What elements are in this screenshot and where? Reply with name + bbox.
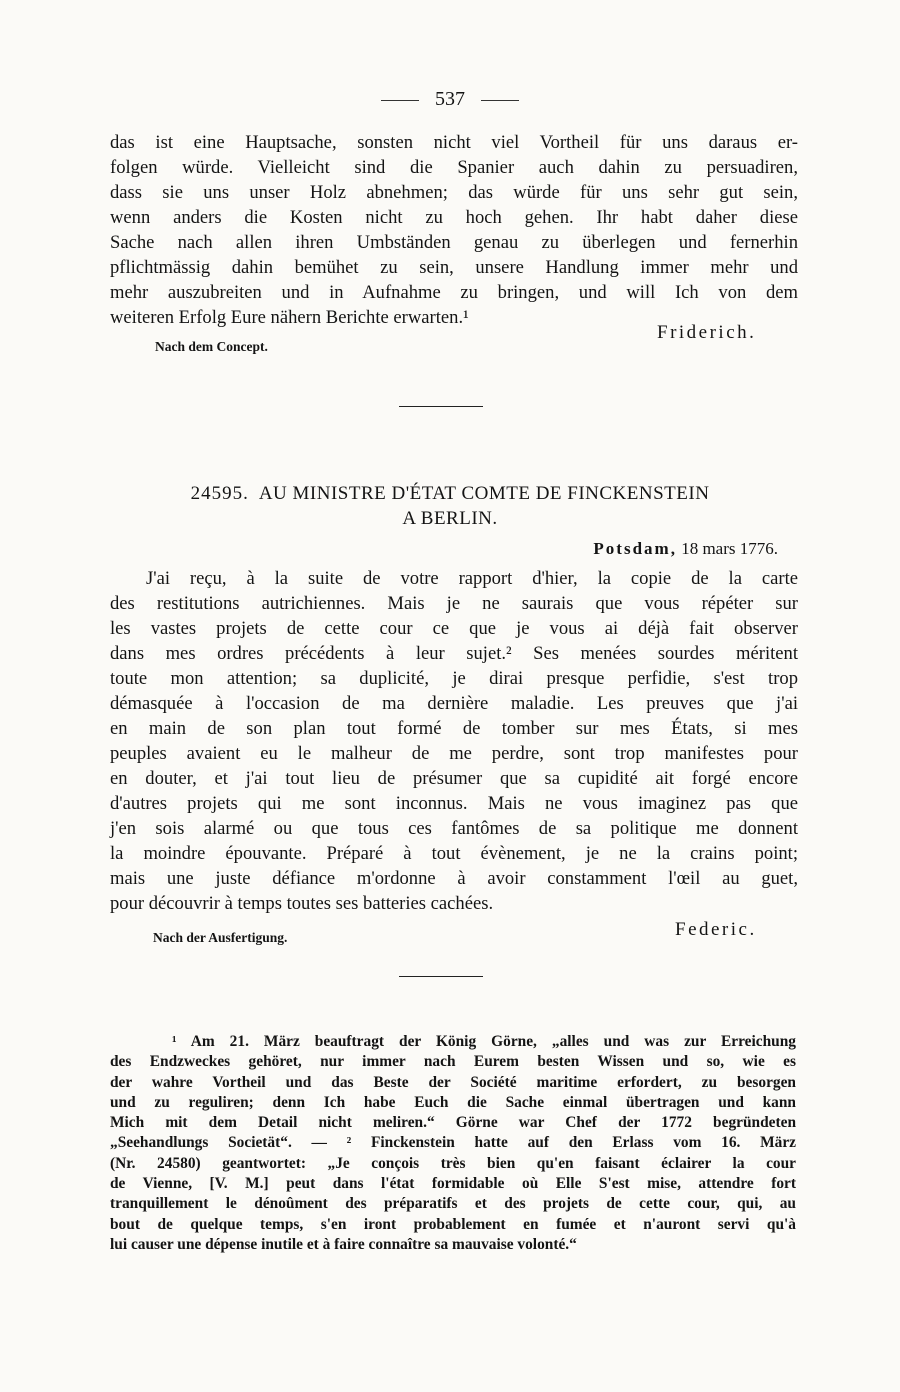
letter-1-line: das ist eine Hauptsache, sonsten nicht viel Vortheil für uns daraus er- (110, 132, 798, 153)
letter-1-line: Sache nach allen ihren Umbständen genau zu überlegen und fernerhin (110, 232, 798, 253)
footnotes (110, 1032, 796, 1255)
letter-1-line: weiteren Erfolg Eure nähern Berichte erwarten.¹ (110, 307, 469, 328)
letter-2-line: mais une juste défiance m'ordonne à avoir constamment l'œil au guet, (110, 868, 798, 889)
letter-2-source-note: Nach der Ausfertigung. (153, 930, 288, 945)
letter-2-date: 18 mars 1776. (681, 539, 778, 558)
section-divider (399, 976, 483, 977)
letter-1-line: folgen würde. Vielleicht sind die Spanier auch dahin zu persuadiren, (110, 157, 798, 178)
letter-1-source-note: Nach dem Concept. (155, 339, 268, 354)
footnote-line: des Endzweckes gehöret, nur immer nach Eurem besten Wissen und so, wie es (110, 1053, 796, 1071)
page-number: 537 (435, 88, 465, 110)
letter-2-line: peuples avaient eu le malheur de me perdre, sont trop manifestes pour (110, 743, 798, 764)
letter-1-body (110, 130, 798, 330)
letter-2-line: en douter, et j'ai tout lieu de présumer que sa cupidité ait forgé encore (110, 768, 798, 789)
page-number-header (0, 88, 900, 111)
letter-2-title-line-1: AU MINISTRE D'ÉTAT COMTE DE FINCKENSTEIN (258, 483, 710, 504)
footnote-line: ¹ Am 21. März beauftragt der König Görne, „alles und was zur Erreichung (172, 1033, 796, 1050)
footnote-line: (Nr. 24580) geantwortet: „Je conçois très bien qu'en faisant éclairer la cour (110, 1154, 796, 1172)
letter-2-line: d'autres projets qui me sont inconnus. Mais ne vous imaginez pas que (110, 793, 798, 814)
letter-1-line: pflichtmässig dahin bemühet zu sein, unsere Handlung immer mehr und (110, 257, 798, 278)
footnote-line: „Seehandlungs Societät“. — ² Finckenstein hatte auf den Erlass vom 16. März (110, 1134, 796, 1152)
letter-2-line: J'ai reçu, à la suite de votre rapport d'hier, la copie de la carte (146, 568, 798, 589)
letter-1-line: dass sie uns unser Holz abnehmen; das würde für uns sehr gut sein, (110, 182, 798, 203)
letter-2-line: dans mes ordres précédents à leur sujet.² Ses menées sourdes méritent (110, 643, 798, 664)
letter-2-date-place: Potsdam, (593, 539, 677, 558)
letter-2-line: des restitutions autrichiennes. Mais je ne saurais que vous répéter sur (110, 593, 798, 614)
footnote-line: bout de quelque temps, s'en iront probablement en fumée et n'auront servi qu'à (110, 1215, 796, 1233)
letter-2-body (110, 566, 798, 916)
footnote-line: und zu reguliren; denn Ich habe Euch die Sache einmal übertragen und kann (110, 1093, 796, 1111)
letter-2-title-line-2: A BERLIN. (402, 508, 498, 529)
footnote-line: der wahre Vortheil und das Beste der Société maritime erfordert, zu besorgen (110, 1073, 796, 1091)
letter-2-line: les vastes projets de cette cour ce que je vous ai déjà fait observer (110, 618, 798, 639)
letter-2-line: la moindre épouvante. Préparé à tout évènement, je ne la crains point; (110, 843, 798, 864)
letter-1-line: wenn anders die Kosten nicht zu hoch gehen. Ihr habt daher diese (110, 207, 798, 228)
letter-2-line: toute mon attention; sa duplicité, je dirai presque perfidie, s'est trop (110, 668, 798, 689)
letter-1-line: mehr auszubreiten und in Aufnahme zu bringen, und will Ich von dem (110, 282, 798, 303)
letter-2-title (0, 483, 900, 505)
letter-2-number: 24595. (190, 483, 249, 504)
letter-2-line: pour découvrir à temps toutes ses batteries cachées. (110, 893, 494, 914)
footnote-line: Mich mit dem Detail nicht meliren.“ Görne war Chef der 1772 begründeten (110, 1114, 796, 1132)
letter-2-dateline (593, 539, 778, 559)
header-dash-right (481, 100, 519, 101)
letter-2-line: en main de son plan tout formé de tomber sur mes États, si mes (110, 718, 798, 739)
section-divider (399, 406, 483, 407)
letter-2-line: j'en sois alarmé ou que tous ces fantômes de sa politique me donnent (110, 818, 798, 839)
footnote-line: tranquillement le dénoûment des préparatifs et des projets de cette cour, qui, au (110, 1195, 796, 1213)
header-dash-left (381, 100, 419, 101)
letter-2-line: démasquée à l'occasion de ma dernière maladie. Les preuves que j'ai (110, 693, 798, 714)
letter-2-signature: Federic. (675, 919, 757, 940)
footnote-line: de Vienne, [V. M.] peut dans l'état formidable où Elle S'est mise, attendre fort (110, 1175, 796, 1193)
letter-1-signature: Friderich. (657, 322, 757, 343)
footnote-line: lui causer une dépense inutile et à faire connaître sa mauvaise volonté.“ (110, 1235, 577, 1253)
